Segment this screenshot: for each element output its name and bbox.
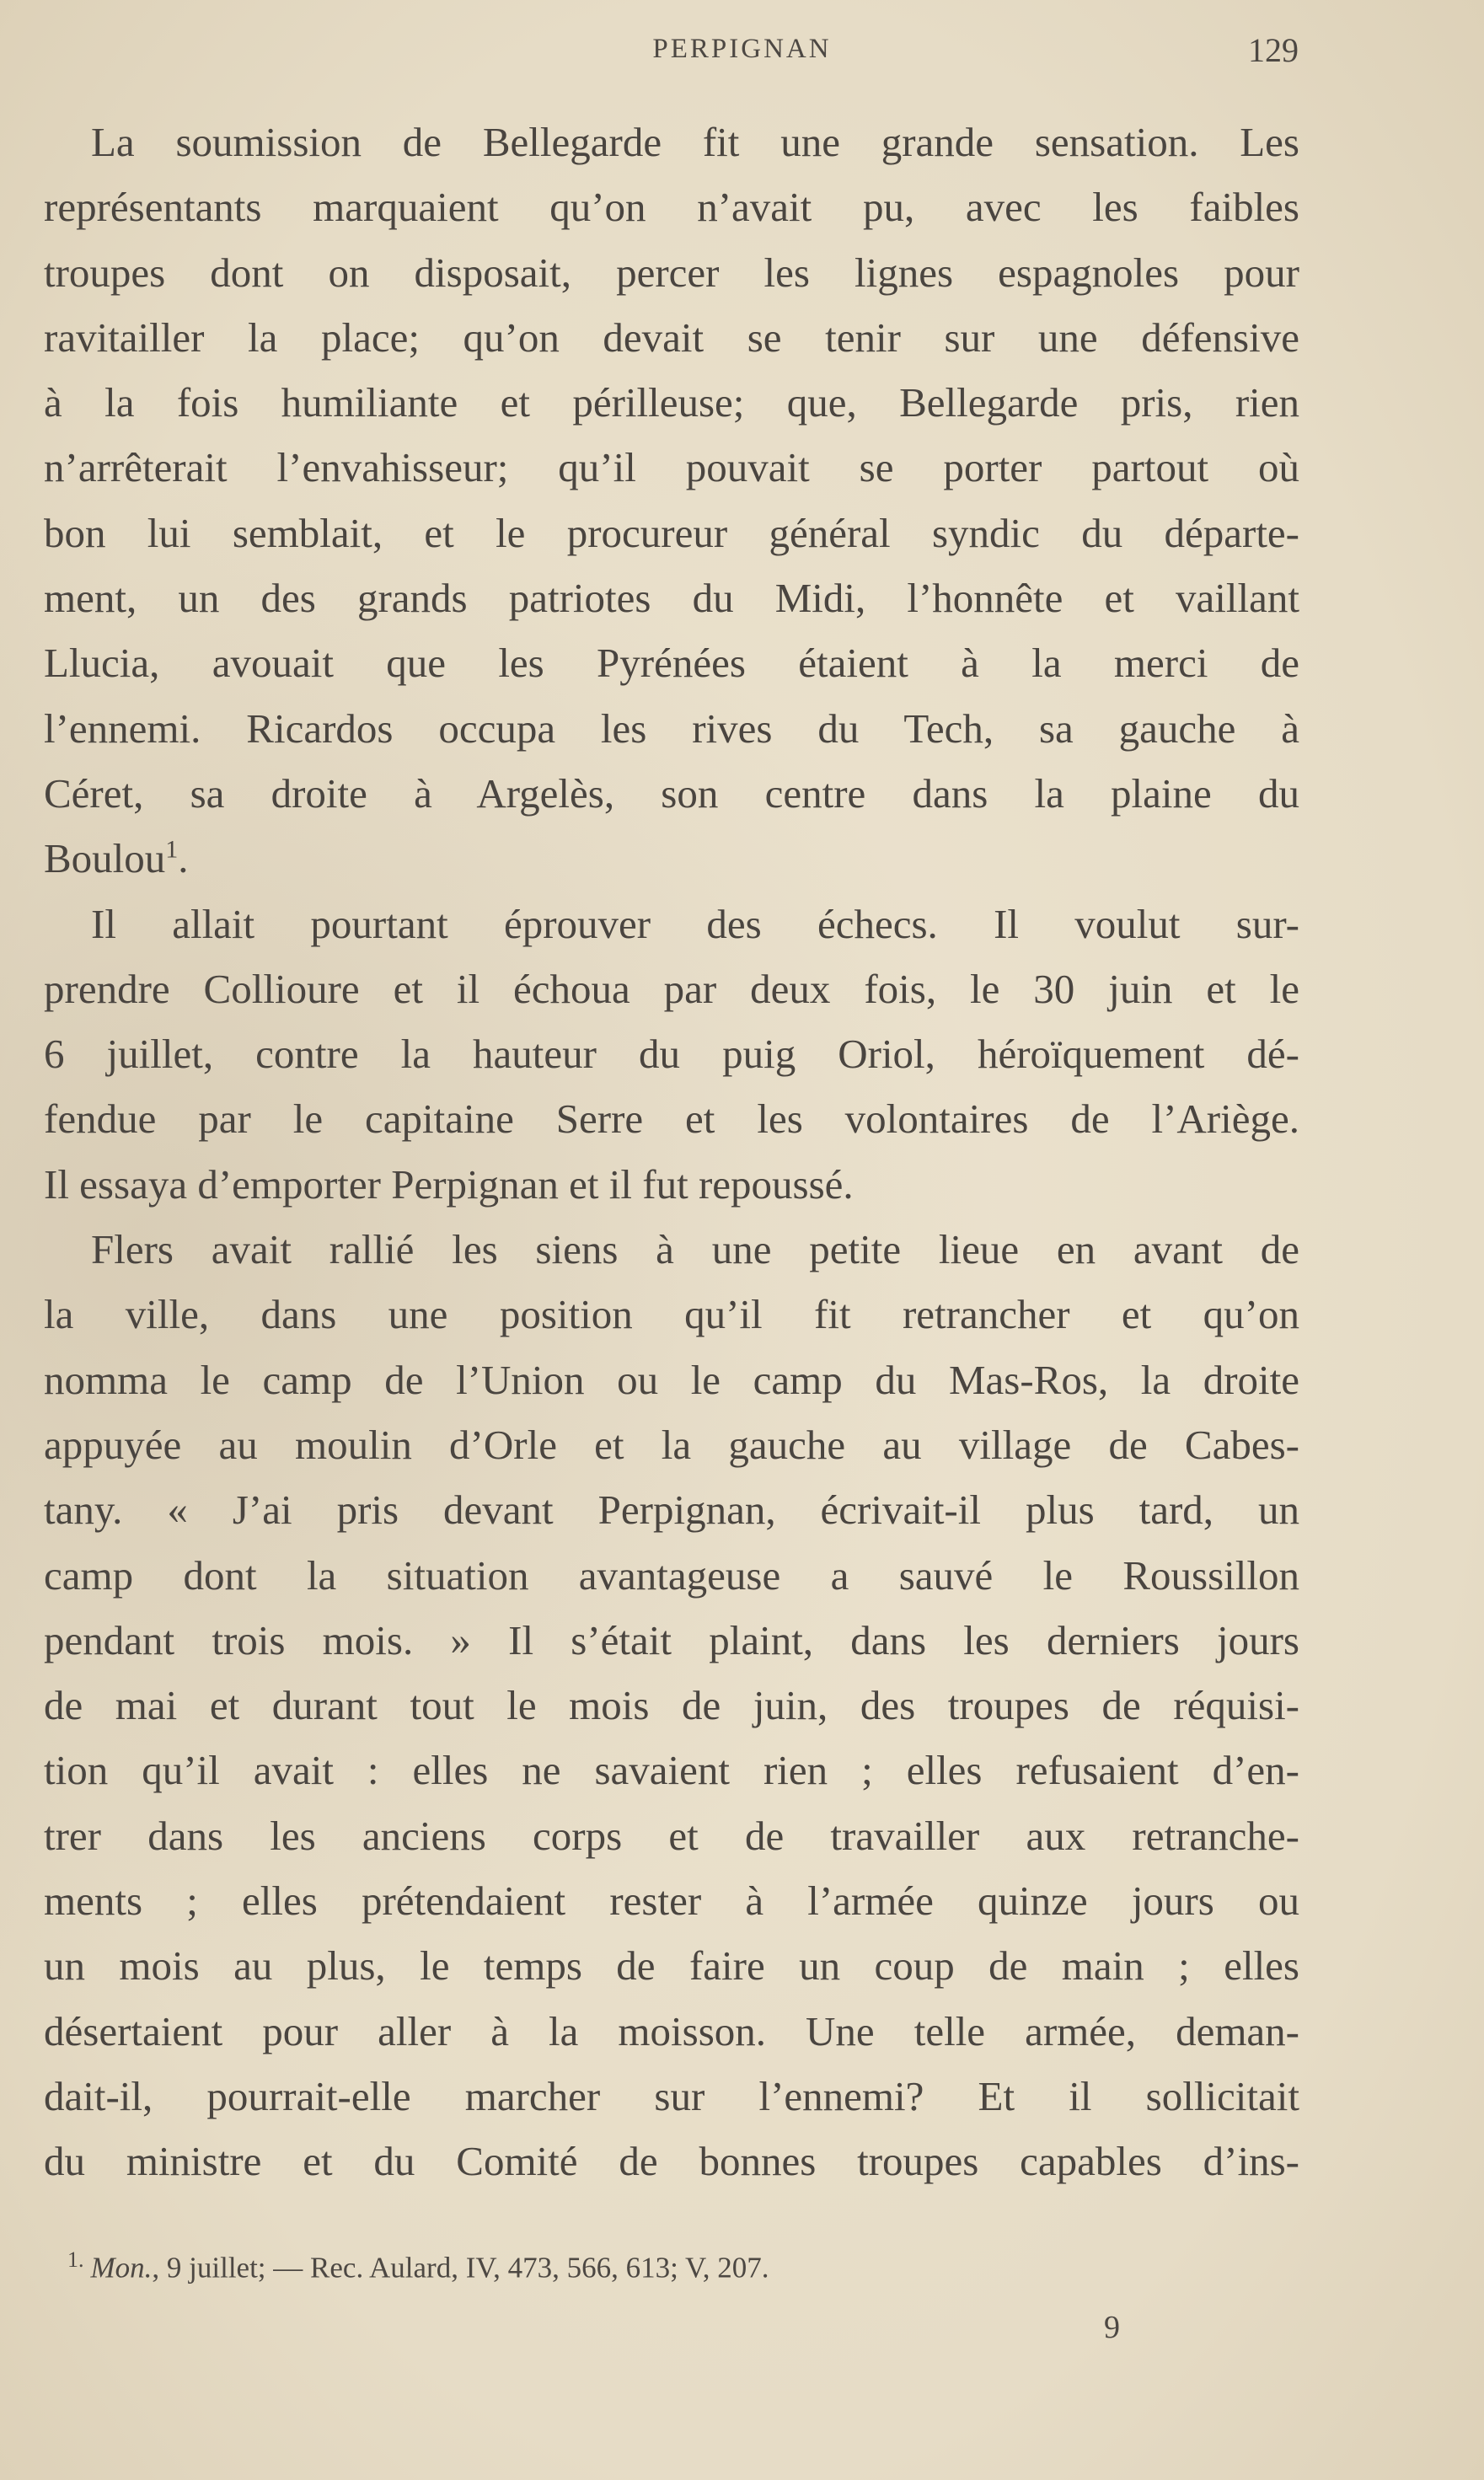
text-line: La soumission de Bellegarde fit une grande sensation. Les xyxy=(91,119,1299,165)
page-header xyxy=(0,30,1484,81)
text-line: Il allait pourtant éprouver des échecs. Il voulut sur- xyxy=(91,900,1299,947)
text-line: tany. « J’ai pris devant Perpignan, écrivait-il plus tard, un xyxy=(44,1486,1299,1534)
text-line: ravitailler la place; qu’on devait se tenir sur une défensive xyxy=(44,313,1299,361)
text-line: n’arrêterait l’envahisseur; qu’il pouvait se porter partout où xyxy=(44,444,1299,491)
text-line: désertaient pour aller à la moisson. Une telle armée, deman- xyxy=(44,2007,1299,2054)
text-line: ments ; elles prétendaient rester à l’armée quinze jours ou xyxy=(44,1877,1299,1925)
page-number: 129 xyxy=(1248,31,1299,69)
text-line: ment, un des grands patriotes du Midi, l’honnête et vaillant xyxy=(44,575,1299,622)
footnote-number: 1. xyxy=(67,2247,84,2272)
text-line: un mois au plus, le temps de faire un coup de main ; elles xyxy=(44,1942,1299,1990)
text-line: troupes dont on disposait, percer les lignes espagnoles pour xyxy=(44,249,1299,296)
text-line: trer dans les anciens corps et de travailler aux retranche- xyxy=(44,1812,1299,1859)
text-line: représentants marquaient qu’on n’avait pu, avec les faibles xyxy=(44,184,1299,231)
text-line: appuyée au moulin d’Orle et la gauche au village de Cabes- xyxy=(44,1421,1299,1468)
text-line: dait-il, pourrait-elle marcher sur l’ennemi? Et il sollicitait xyxy=(44,2072,1299,2119)
text-line: du ministre et du Comité de bonnes troupes capables d’ins- xyxy=(44,2138,1299,2185)
boulou-word: Boulou xyxy=(44,835,166,882)
body-text xyxy=(44,110,1299,2194)
text-line: tion qu’il avait : elles ne savaient rien ; elles refusaient d’en- xyxy=(44,1747,1299,1794)
text-line: Céret, sa droite à Argelès, son centre dans la plaine du xyxy=(44,769,1299,817)
text-line: l’ennemi. Ricardos occupa les rives du Tech, sa gauche à xyxy=(44,704,1299,752)
text-line: Flers avait rallié les siens à une petite lieue en avant de xyxy=(91,1226,1299,1273)
text-line: 6 juillet, contre la hauteur du puig Oriol, héroïquement dé- xyxy=(44,1031,1299,1078)
running-title: PERPIGNAN xyxy=(652,34,832,64)
footnote-reference: 1 xyxy=(165,835,179,864)
text-line: la ville, dans une position qu’il fit retrancher et qu’on xyxy=(44,1291,1299,1338)
text-line: Llucia, avouait que les Pyrénées étaient à la merci de xyxy=(44,640,1299,687)
text-line: de mai et durant tout le mois de juin, des troupes de réquisi- xyxy=(44,1682,1299,1729)
text-line: camp dont la situation avantageuse a sauvé le Roussillon xyxy=(44,1551,1299,1599)
footnote-source: Mon. xyxy=(90,2251,153,2284)
text-line: pendant trois mois. » Il s’était plaint, dans les derniers jours xyxy=(44,1616,1299,1663)
boulou-period: . xyxy=(178,835,189,882)
text-line: prendre Collioure et il échoua par deux fois, le 30 juin et le xyxy=(44,965,1299,1012)
text-line: bon lui semblait, et le procureur général syndic du départe- xyxy=(44,509,1299,556)
text-line: fendue par le capitaine Serre et les volontaires de l’Ariège. xyxy=(44,1095,1299,1143)
text-line: nomma le camp de l’Union ou le camp du Mas-Ros, la droite xyxy=(44,1356,1299,1403)
text-line: à la fois humiliante et périlleuse; que, Bellegarde pris, rien xyxy=(44,379,1299,426)
footnote xyxy=(67,2247,1247,2285)
text-line: Il essaya d’emporter Perpignan et il fut repoussé. xyxy=(44,1160,854,1208)
text-line xyxy=(44,826,1299,891)
footnote-text: , 9 juillet; — Rec. Aulard, IV, 473, 566, 613; V, 207. xyxy=(152,2251,769,2284)
signature-mark: 9 xyxy=(1104,2310,1120,2345)
